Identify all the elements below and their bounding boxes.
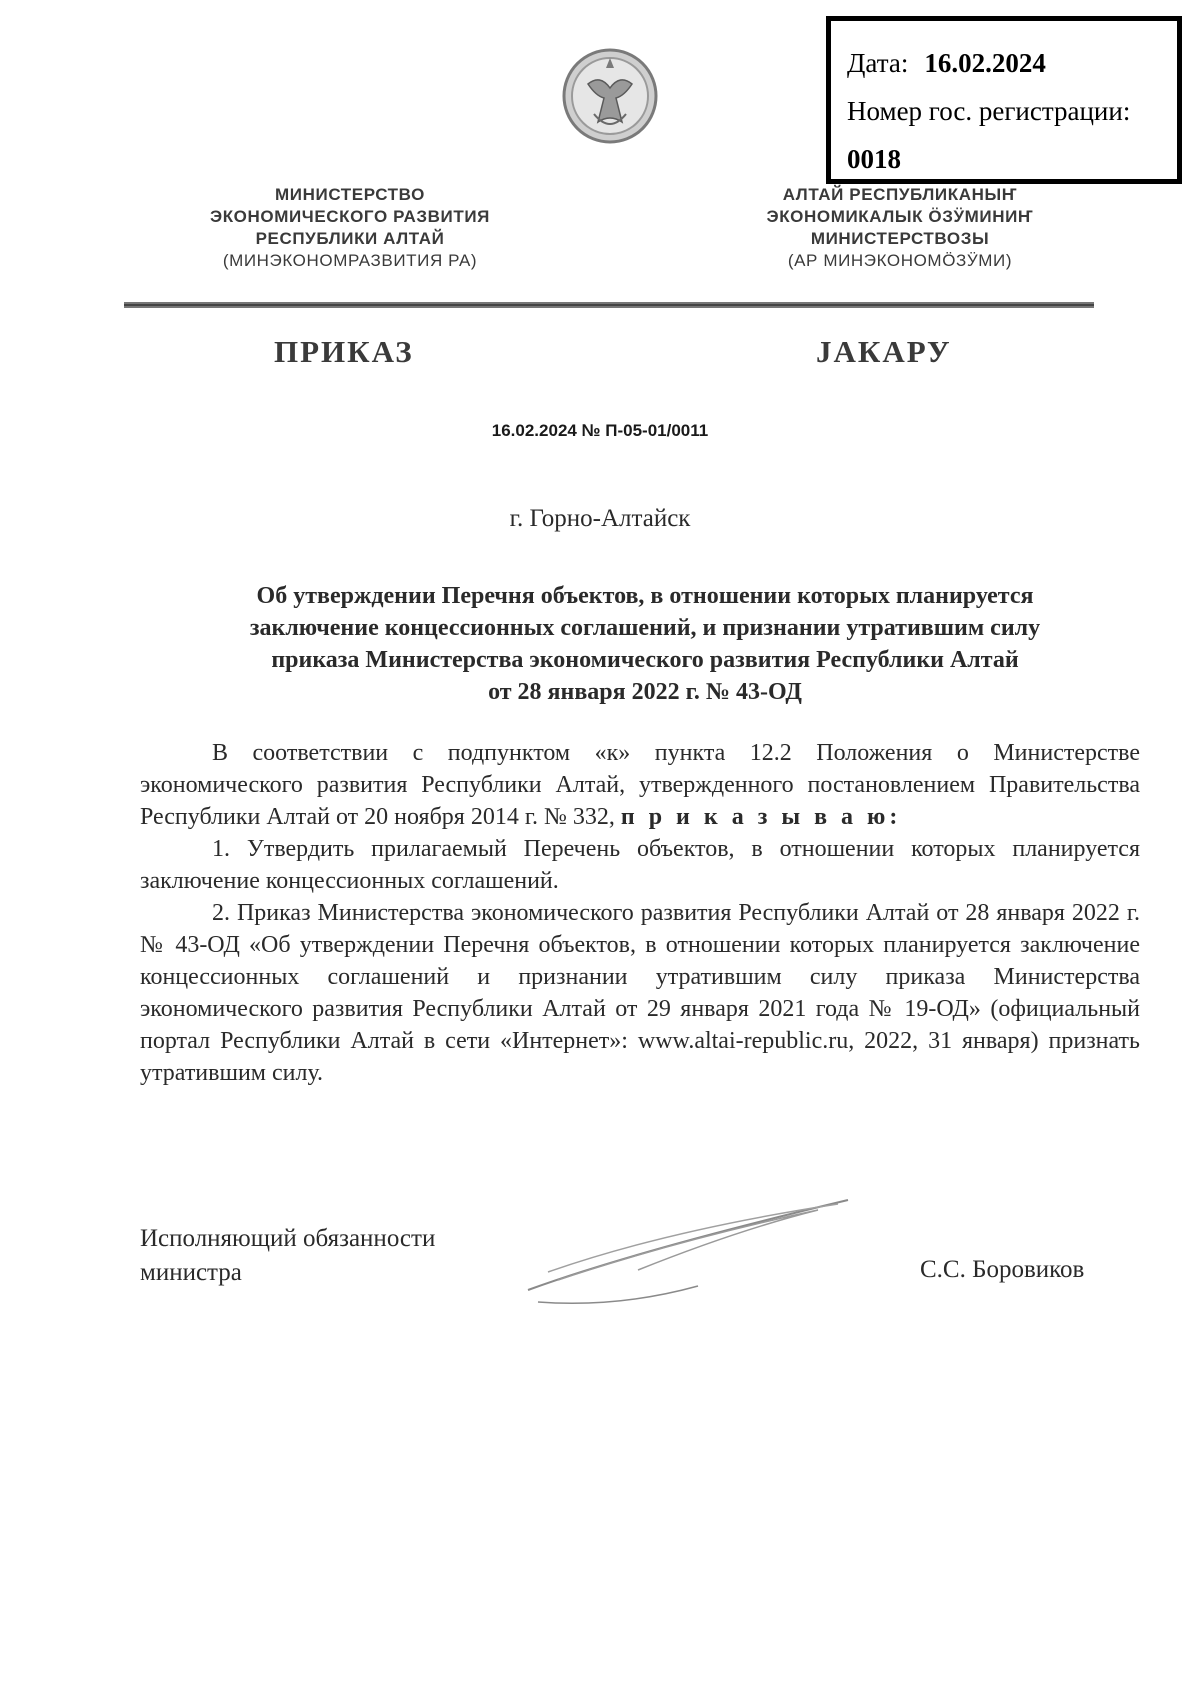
intro-paragraph <box>140 737 1140 833</box>
order-number: 16.02.2024 № П-05-01/0011 <box>491 421 709 440</box>
order-subject <box>160 580 1130 708</box>
subject-line-3: приказа Министерства экономического развития Республики Алтай <box>271 647 1019 673</box>
city: г. Горно-Алтайск <box>509 505 691 532</box>
subject-line-4: от 28 января 2022 г. № 43-ОД <box>488 679 802 705</box>
registration-date-label: Дата: <box>847 48 909 78</box>
subject-line-2: заключение концессионных соглашений, и признании утратившим силу <box>249 615 1041 641</box>
ministry-ru-abbreviation: (МИНЭКОНОМРАЗВИТИЯ РА) <box>222 251 478 270</box>
position-line-2: министра <box>140 1259 242 1286</box>
item-2: 2. Приказ Министерства экономического развития Республики Алтай от 28 января 2022 г. № 43-ОД «Об утверждении Перечня объектов, в отношении которых планируется заключение концессионных соглашений и признании утратившим силу приказа Министерства экономического развития Республики Алтай от 29 января 2021 года № 19-ОД» (официальный портал Республики Алтай в сети «Интернет»: www.altai-republic.ru, 2022, 31 января) признать утратившим силу. <box>140 900 1140 1086</box>
order-title-altai: JАКАРУ <box>816 334 952 369</box>
intro-text: В соответствии с подпунктом «к» пункта 12.2 Положения о Министерстве экономического развития Республики Алтай, утвержденного постановлением Правительства Республики Алтай от 20 ноября 2014 г. № 332, <box>140 740 1140 830</box>
ministry-ru-line-2: ЭКОНОМИЧЕСКОГО РАЗВИТИЯ <box>210 207 490 226</box>
order-body <box>140 737 1140 1089</box>
ministry-alt-line-1: АЛТАЙ РЕСПУБЛИКАНЫҤ <box>782 185 1018 204</box>
item-1: 1. Утвердить прилагаемый Перечень объектов, в отношении которых планируется заключение концессионных соглашений. <box>140 836 1140 894</box>
ministry-ru-line-3: РЕСПУБЛИКИ АЛТАЙ <box>255 229 445 248</box>
signer-name: С.С. Боровиков <box>920 1256 1085 1283</box>
registration-number-label: Номер гос. регистрации: <box>847 96 1131 126</box>
registration-number-value: 0018 <box>847 144 901 174</box>
registration-date-value: 16.02.2024 <box>924 48 1046 78</box>
position-line-1: Исполняющий обязанности <box>140 1225 436 1252</box>
subject-line-1: Об утверждении Перечня объектов, в отношении которых планируется <box>256 583 1034 609</box>
order-title-russian: ПРИКАЗ <box>274 334 414 369</box>
altai-coat-of-arms-icon <box>560 44 660 154</box>
signatory-position <box>140 1222 435 1290</box>
handwritten-signature <box>518 1190 858 1310</box>
header-divider <box>124 300 1094 310</box>
ministry-alt-abbreviation: (АР МИНЭКОНОМÖЗӰМИ) <box>787 251 1013 270</box>
ministry-name-altai <box>700 184 1100 272</box>
registration-stamp <box>826 16 1182 184</box>
registration-date-row <box>847 39 1161 87</box>
ministry-name-russian <box>150 184 550 272</box>
ministry-alt-line-3: МИНИСТЕРСТВОЗЫ <box>810 229 990 248</box>
intro-directive: п р и к а з ы в а ю: <box>620 804 902 830</box>
ministry-alt-line-2: ЭКОНОМИКАЛЫК ÖЗӰМИНИҤ <box>766 207 1034 226</box>
ministry-ru-line-1: МИНИСТЕРСТВО <box>275 185 425 204</box>
